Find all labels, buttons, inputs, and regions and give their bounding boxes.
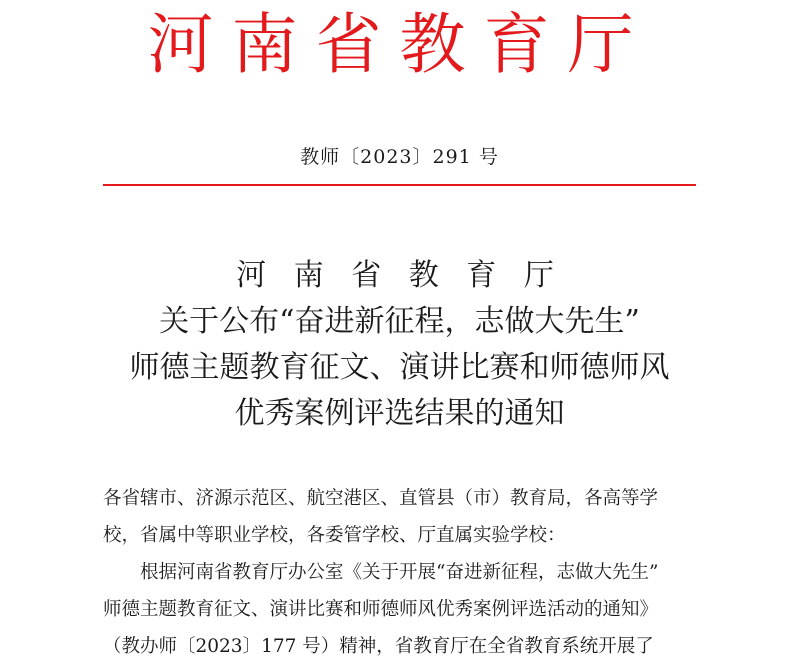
document-number: 教师〔2023〕291 号 — [300, 146, 499, 168]
document-title — [0, 253, 799, 437]
title-line-4: 优秀案例评选结果的通知 — [234, 396, 565, 431]
paragraph-1-line-1: 根据河南省教育厅办公室《关于开展“奋进新征程，志做大先生” — [140, 562, 659, 583]
issuer-header: 河南省教育厅 — [147, 6, 652, 83]
paragraph-1-line-2: 师德主题教育征文、演讲比赛和师德师风优秀案例评选活动的通知》 — [103, 599, 659, 620]
title-line-1: 河 南 省 教 育 厅 — [236, 258, 563, 293]
addressee-line-2: 校，省属中等职业学校，各委管学校、厅直属实验学校： — [103, 525, 566, 546]
title-line-2: 关于公布“奋进新征程，志做大先生” — [159, 304, 640, 339]
document-body — [103, 480, 713, 665]
title-line-3: 师德主题教育征文、演讲比赛和师德师风 — [129, 350, 670, 385]
paragraph-1-line-3: （教办师〔2023〕177 号）精神，省教育厅在全省教育系统开展了 — [103, 636, 654, 657]
addressee-line-1: 各省辖市、济源示范区、航空港区、直管县（市）教育局，各高等学 — [103, 488, 659, 509]
red-separator-line — [103, 184, 696, 186]
